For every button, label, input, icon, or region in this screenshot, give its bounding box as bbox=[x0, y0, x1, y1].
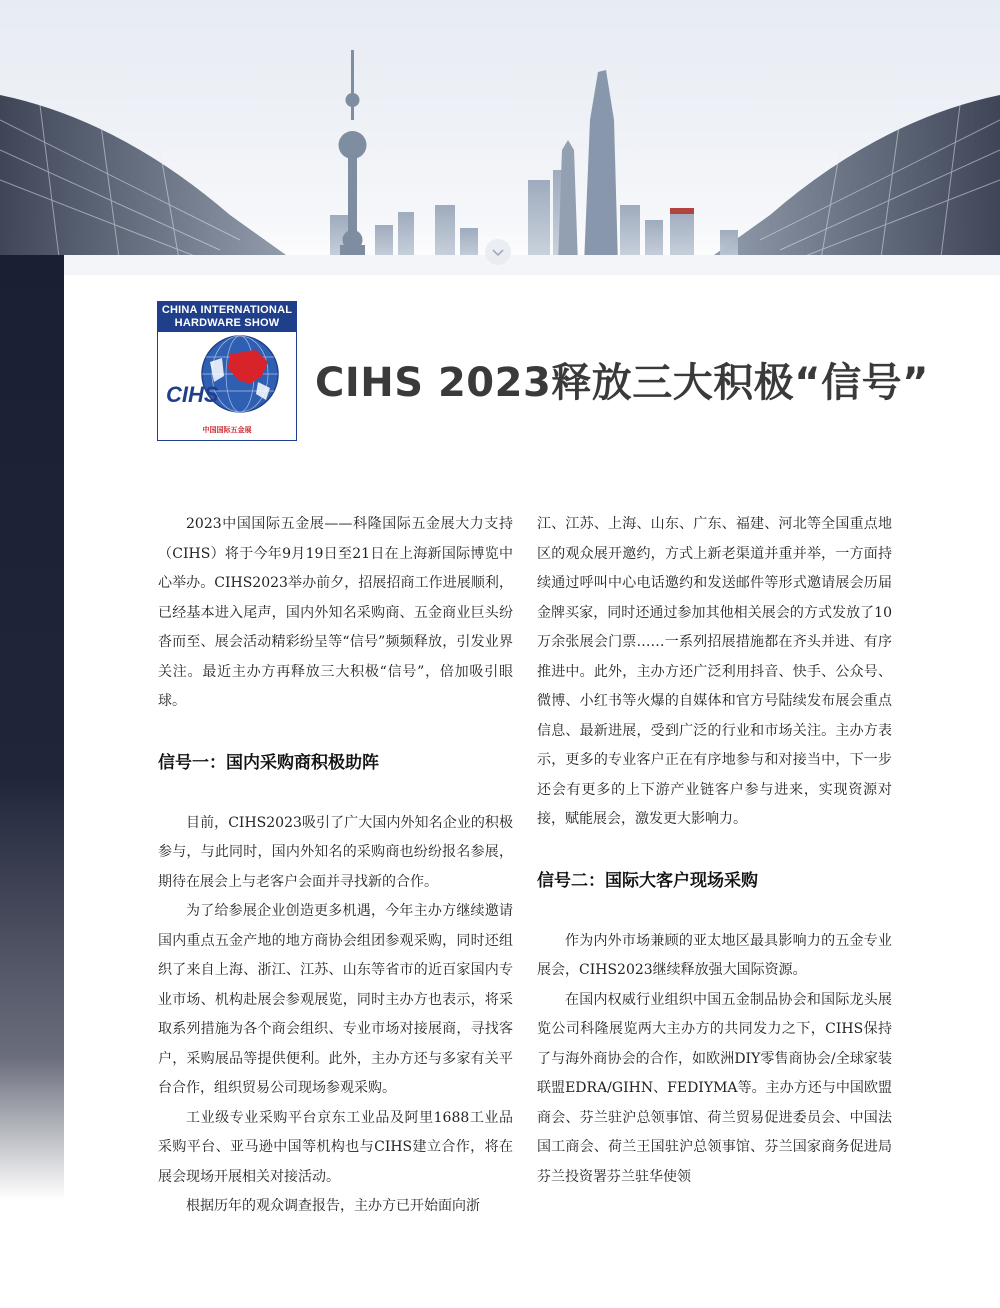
paragraph: 目前，CIHS2023吸引了广大国内外知名企业的积极参与，与此同时，国内外知名的采购商也纷纷报名参展，期待在展会上与老客户会面并寻找新的合作。 bbox=[158, 814, 513, 890]
paragraph: 江、江苏、上海、山东、广东、福建、河北等全国重点地区的观众展开邀约，方式上新老渠道并重并举，一方面持续通过呼叫中心电话邀约和发送邮件等形式邀请展会历届金牌买家，同时还通过参加其他相关展会的方式发放了10万余张展会门票……一系列招展措施都在齐头并进、有序推进中。此外，主办方还广泛利用抖音、快手、公众号、微博、小红书等火爆的自媒体和官方号陆续发布展会重点信息、最新进展，受到广泛的行业和市场关注。主办方表示，更多的专业客户正在有序地参与和对接当中，下一步还会有更多的上下游产业链客户参与进来，实现资源对接，赋能展会，激发更大影响力。 bbox=[537, 516, 892, 827]
logo-cn-name: 中国国际五金展 bbox=[202, 426, 252, 434]
logo-acronym: CIHS bbox=[166, 382, 219, 407]
paragraph: 作为内外市场兼顾的亚太地区最具影响力的五金专业展会，CIHS2023继续释放强大国际资源。 bbox=[537, 932, 892, 978]
paragraph: 工业级专业采购平台京东工业品及阿里1688工业品采购平台、亚马逊中国等机构也与CIHS建立合作，将在展会现场开展相关对接活动。 bbox=[158, 1109, 513, 1185]
section-heading: 信号一：国内采购商积极助阵 bbox=[158, 752, 379, 773]
side-decoration-band bbox=[0, 255, 64, 1200]
article-left-column bbox=[158, 510, 513, 1222]
page-title: CIHS 2023释放三大积极“信号” bbox=[315, 360, 929, 406]
article-right-column bbox=[537, 510, 892, 1192]
cihs-logo bbox=[157, 301, 297, 441]
paragraph: 2023中国国际五金展——科隆国际五金展大力支持（CIHS）将于今年9月19日至21日在上海新国际博览中心举办。CIHS2023举办前夕，招展招商工作进展顺利，已经基本进入尾声，国内外知名采购商、五金商业巨头纷沓而至、展会活动精彩纷呈等“信号”频频释放，引发业界关注。最近主办方再释放三大积极“信号”，倍加吸引眼球。 bbox=[158, 516, 513, 709]
logo-banner-line1: CHINA INTERNATIONAL bbox=[161, 304, 293, 316]
shanghai-skyline-image bbox=[0, 0, 1000, 275]
section-heading: 信号二：国际大客户现场采购 bbox=[537, 870, 758, 891]
logo-banner-line2: HARDWARE SHOW bbox=[174, 317, 280, 329]
paragraph: 为了给参展企业创造更多机遇，今年主办方继续邀请国内重点五金产地的地方商协会组团参观采购，同时还组织了来自上海、浙江、江苏、山东等省市的近百家国内专业市场、机构赴展会参观展览，同时主办方也表示，将采取系列措施为各个商会组织、专业市场对接展商，寻找客户，采购展品等提供便利。此外，主办方还与多家有关平台合作，组织贸易公司现场参观采购。 bbox=[158, 903, 513, 1096]
paragraph: 在国内权威行业组织中国五金制品协会和国际龙头展览公司科隆展览两大主办方的共同发力之下，CIHS保持了与海外商协会的合作，如欧洲DIY零售商协会/全球家装联盟EDRA/GIHN、FEDIYMA等。主办方还与中国欧盟商会、芬兰驻沪总领事馆、荷兰贸易促进委员会、中国法国工商会、荷兰王国驻沪总领事馆、芬兰国家商务促进局芬兰投资署芬兰驻华使领 bbox=[537, 991, 892, 1185]
logo-banner bbox=[158, 302, 296, 332]
paragraph: 根据历年的观众调查报告，主办方已开始面向浙 bbox=[186, 1198, 480, 1214]
hero-banner bbox=[0, 0, 1000, 275]
chevron-down-icon bbox=[485, 239, 511, 265]
